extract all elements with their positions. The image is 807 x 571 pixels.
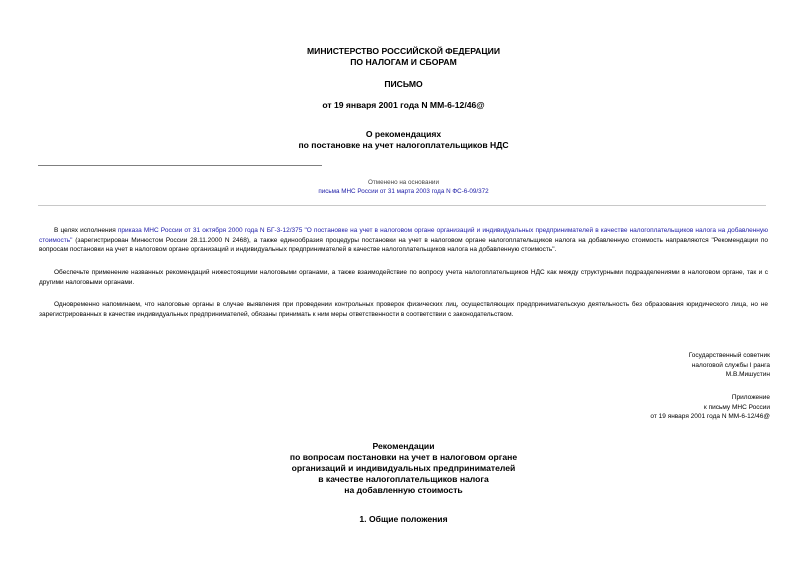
recommendations-line5: на добавленную стоимость <box>344 485 463 495</box>
divider-line <box>38 205 766 206</box>
section-heading: 1. Общие положения <box>359 514 448 524</box>
document-date-number: от 19 января 2001 года N ММ-6-12/46@ <box>322 100 485 110</box>
appendix-date: от 19 января 2001 года N ММ-6-12/46@ <box>650 413 770 421</box>
cancellation-link[interactable]: письма МНС России от 31 марта 2003 года N ФС-6-09/372 <box>318 188 489 195</box>
appendix-label: Приложение <box>731 394 770 401</box>
ministry-name-line1: МИНИСТЕРСТВО РОССИЙСКОЙ ФЕДЕРАЦИИ <box>306 46 501 56</box>
signature-title: Государственный советник <box>688 352 770 359</box>
paragraph-1 <box>39 226 768 255</box>
signature-name: М.В.Мишустин <box>725 371 770 379</box>
subject-line2: по постановке на учет налогоплательщиков НДС <box>298 140 509 150</box>
signature-rank: налоговой службы I ранга <box>691 361 770 369</box>
signature-block <box>510 351 770 380</box>
recommendations-line2: по вопросам постановки на учет в налоговом органе <box>289 452 518 462</box>
order-link[interactable]: приказа МНС России от 31 октября 2000 года N БГ-3-12/375 "О постановке на учет в налоговом органе организаций и индивидуальных предпринимателей в качестве налогоплательщиков налога на добавленную стоимость" <box>39 227 768 244</box>
recommendations-title: Рекомендации <box>372 441 435 451</box>
paragraph-3: Одновременно напоминаем, что налоговые органы в случае выявления при проведении контрольных проверок физических лиц, осуществляющих предпринимательскую деятельность без образования юридического лица, но не зарегистрированных в качестве индивидуальных предпринимателей, обязаны принимать к ним меры ответственности в соответствии с законодательством. <box>39 301 768 318</box>
recommendations-line4: в качестве налогоплательщиков налога <box>318 474 489 484</box>
recommendations-line3: организаций и индивидуальных предпринимателей <box>291 463 516 473</box>
document-type: ПИСЬМО <box>384 79 423 89</box>
ministry-name-line2: ПО НАЛОГАМ И СБОРАМ <box>350 57 457 67</box>
status-note: Отменено на основании <box>368 179 439 186</box>
paragraph-1-lead: В целях исполнения <box>54 227 118 234</box>
appendix-block <box>510 393 770 422</box>
status-note-link-wrap <box>0 187 807 196</box>
subject-line1: О рекомендациях <box>365 129 442 139</box>
appendix-ref: к письму МНС России <box>703 403 770 411</box>
paragraph-1-rest: (зарегистрирован Минюстом России 28.11.2000 N 2468), а также единообразия процедуры постановки на учет в налоговом органе налогоплательщиков налога на добавленную стоимость направляются "Рекомендации по вопросам постановки на учет в налоговом органе организаций и индивидуальных предпринимателей в качестве налогоплательщиков налога на добавленную стоимость". <box>39 236 768 254</box>
paragraph-2: Обеспечьте применение названных рекомендаций нижестоящими налоговыми органами, а также взаимодействие по вопросу учета налогоплательщиков НДС как между структурными подразделениями в налоговом органе, так и с другими налоговыми органами. <box>39 269 768 286</box>
divider-line <box>38 165 322 166</box>
